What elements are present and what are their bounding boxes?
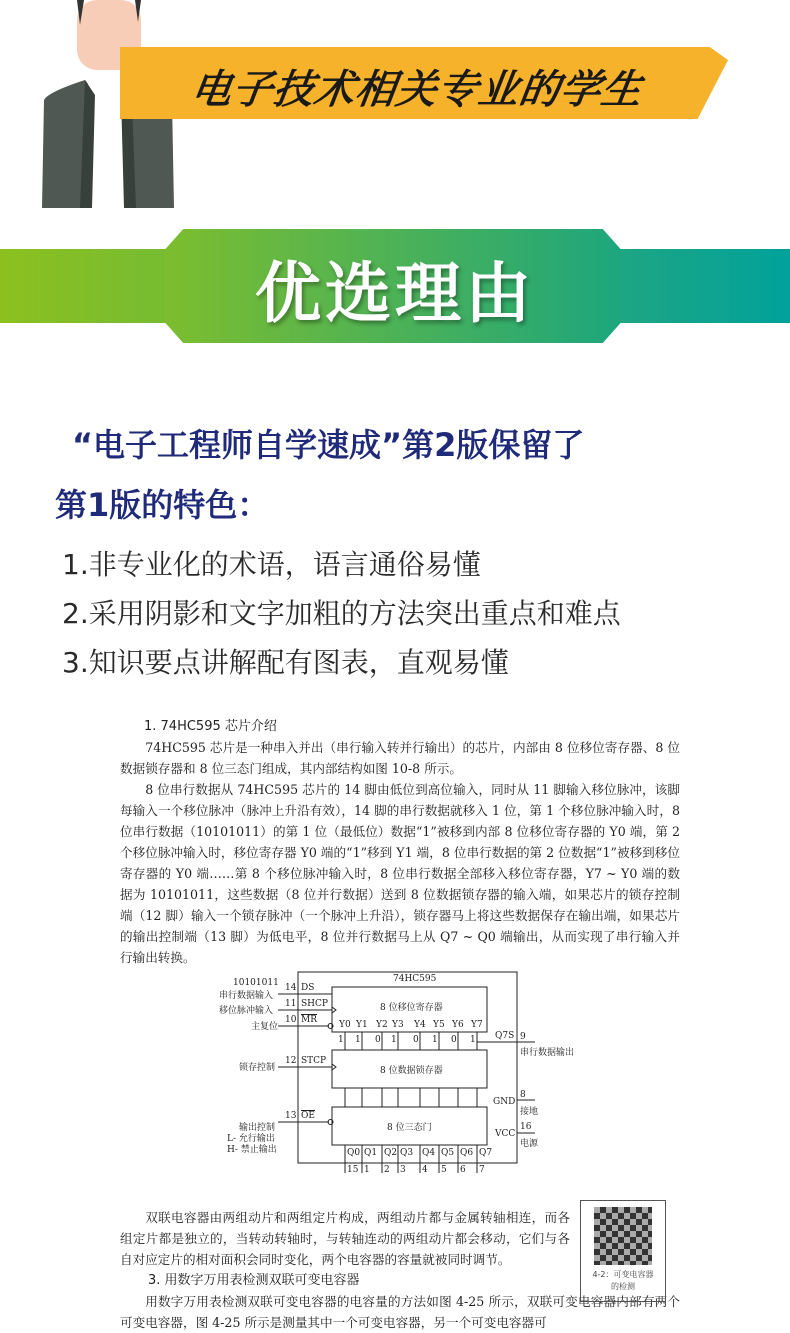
sample1-paragraph: 8 位串行数据从 74HC595 芯片的 14 脚由低位到高位输入，同时从 11 脚输入移位脉冲，该脚每输入一个移位脉冲（脉冲上升沿有效），14 脚的串行数据就移入 1 位，第 1 个移位脉冲输入时，8 位串行数据（10101011）的第 1 位（最低位）数据“1”被移到内部 8 位移位寄存器的 Y0 端，第 2 个移位脉冲输入时，移位寄存器 Y0 端的“1”移到 Y1 端，8 位串行数据的第 2 位数据“1”被移到移位寄存器的 Y0 端……第 8 个移位脉冲输入时，8 位串行数据全部移入移位寄存器，Y7 ~ Y0 端的数据为 10101011，这些数据（8 位并行数据）送到 8 位数据锁存器的输入端，如果芯片的锁存控制端（12 脚）输入一个锁存脉冲（一个脉冲上升沿），锁存器马上将这些数据保存在输出端，如果芯片的输出控制端（13 脚）为低电平，8 位并行数据马上从 Q7 ~ Q0 端输出，从而实现了串行输入并行输出转换。: [120, 782, 680, 965]
pin-number: 11: [285, 999, 297, 1009]
bit-value: 0: [375, 1035, 381, 1045]
pin-number: 12: [285, 1056, 297, 1066]
reason-item: 1.非专业化的术语，语言通俗易懂: [62, 548, 481, 581]
q-label: Q4: [422, 1148, 436, 1158]
q-pin: 2: [384, 1165, 390, 1175]
74hc595-diagram: [215, 970, 595, 1180]
qr-code-box: [580, 1200, 666, 1302]
y-label: Y5: [433, 1020, 445, 1030]
q-pin: 1: [364, 1165, 370, 1175]
qr-code-icon: [594, 1207, 652, 1265]
q-pin: 15: [347, 1165, 359, 1175]
gnd-label: GND: [493, 1097, 516, 1107]
chip-name: 74HC595: [393, 974, 437, 984]
block-label: 8 位移位寄存器: [380, 1003, 443, 1013]
bit-value: 1: [391, 1035, 397, 1045]
q-label: Q7: [479, 1148, 493, 1158]
y-label: Y1: [356, 1020, 368, 1030]
reason-item: 3.知识要点讲解配有图表，直观易懂: [62, 646, 509, 679]
pin-name: $\overline{MR}$: [301, 1015, 317, 1025]
sample2-paragraph: 用数字万用表检测双联可变电容器的电容量的方法如图 4-25 所示，双联可变电容器内部有两个可变电容器，图 4-25 所示是测量其中一个可变电容器，另一个可变电容器可: [120, 1294, 680, 1330]
sample2-heading: 3. 用数字万用表检测双联可变电容器: [148, 1273, 360, 1288]
bit-value: 1: [338, 1035, 344, 1045]
left-label: H- 禁止输出: [227, 1145, 277, 1155]
reason-item: 2.采用阴影和文字加粗的方法突出重点和难点: [62, 597, 621, 630]
qr-caption: 4-2：可变电容器的检测: [592, 1270, 654, 1291]
pin-number: 8: [520, 1090, 526, 1100]
pin-number: 14: [285, 983, 297, 993]
left-label: 输出控制: [239, 1123, 276, 1133]
right-label: 串行数据输出: [520, 1048, 575, 1058]
left-label: L- 允行输出: [227, 1134, 275, 1144]
left-label: 移位脉冲输入: [219, 1006, 274, 1016]
pin-name: STCP: [301, 1056, 327, 1066]
q-pin: 6: [460, 1165, 466, 1175]
q-label: Q1: [364, 1148, 378, 1158]
bit-value: 0: [413, 1035, 419, 1045]
q-label: Q6: [460, 1148, 474, 1158]
left-label: 串行数据输入: [219, 991, 274, 1001]
y-label: Y4: [414, 1020, 426, 1030]
left-label: 主复位: [251, 1022, 279, 1032]
pin-name: DS: [301, 983, 315, 993]
reasons-heading-line1: “电子工程师自学速成”第2版保留了: [72, 426, 585, 464]
q-pin: 5: [441, 1165, 447, 1175]
q-label: Q3: [400, 1148, 414, 1158]
vcc-label: VCC: [495, 1129, 516, 1139]
bit-value: 1: [355, 1035, 361, 1045]
q-pin: 4: [422, 1165, 428, 1175]
sample1-heading: 1. 74HC595 芯片介绍: [144, 719, 277, 734]
q-pin: 3: [400, 1165, 406, 1175]
section-title: 优选理由: [255, 255, 535, 332]
sample-page-1: [120, 716, 680, 968]
left-label: 锁存控制: [239, 1063, 276, 1073]
right-label: 电源: [520, 1139, 539, 1149]
bit-value: 0: [451, 1035, 457, 1045]
data-value: 10101011: [233, 978, 279, 988]
y-label: Y3: [392, 1020, 404, 1030]
pin-name: SHCP: [301, 999, 328, 1009]
q-label: Q2: [384, 1148, 398, 1158]
q-pin: 7: [479, 1165, 485, 1175]
q7s-label: Q7S: [495, 1031, 515, 1041]
pin-name: $\overline{OE}$: [301, 1111, 315, 1121]
pin-number: 10: [285, 1015, 297, 1025]
pin-number: 13: [285, 1111, 297, 1121]
pin-number: 16: [520, 1122, 532, 1132]
block-label: 8 位数据锁存器: [380, 1066, 443, 1076]
y-label: Y6: [452, 1020, 464, 1030]
q-label: Q0: [347, 1148, 361, 1158]
q-label: Q5: [441, 1148, 455, 1158]
y-label: Y7: [471, 1020, 483, 1030]
reasons-heading-line2: 第1版的特色：: [55, 486, 270, 524]
block-label: 8 位三态门: [387, 1123, 432, 1133]
bit-value: 1: [470, 1035, 476, 1045]
sample1-paragraph: 74HC595 芯片是一种串入并出（串行输入转并行输出）的芯片，内部由 8 位移位寄存器、8 位数据锁存器和 8 位三态门组成，其内部结构如图 10-8 所示。: [120, 740, 680, 776]
y-label: Y2: [376, 1020, 388, 1030]
right-label: 接地: [520, 1107, 539, 1117]
pin-number: 9: [520, 1032, 526, 1042]
bit-value: 1: [432, 1035, 438, 1045]
audience-title: 电子技术相关专业的学生: [188, 67, 646, 113]
sample2-paragraph: 双联电容器由两组动片和两组定片构成，两组动片都与金属转轴相连，而各组定片都是独立的，当转动转轴时，与转轴连动的两组动片都会移动，它们与各自对应定片的相对面积会同时变化，两个电容器的容量就被同时调节。: [120, 1210, 570, 1267]
y-label: Y0: [339, 1020, 351, 1030]
